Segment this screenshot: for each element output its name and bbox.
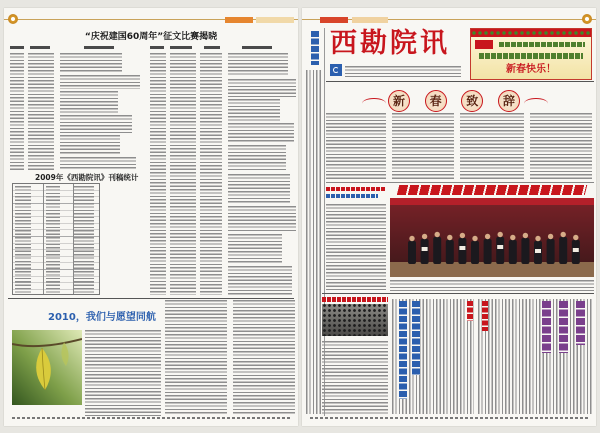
new-year-greeting-card [470,28,592,80]
text-lines [390,280,594,291]
text-lines [200,53,222,295]
text-lines [85,330,161,416]
table-header-text [10,46,24,49]
top-rule [4,19,298,20]
stage-banner [390,198,594,205]
vertical-red-headline [467,301,473,321]
text-lines [46,186,60,293]
footer-text [310,417,588,419]
text-lines [150,53,166,295]
card-decoration-strip [471,29,591,37]
vertical-text-lines [478,299,592,414]
vertical-red-headline [482,301,488,331]
leaf-photo [12,330,82,405]
masthead-rule [326,81,594,82]
text-lines [228,174,290,204]
greeting-title [388,90,520,112]
stage-floor [390,262,594,277]
text-lines [228,123,294,143]
text-lines [165,300,227,414]
corner-ornament-icon [582,14,592,24]
vertical-blue-headline [412,301,420,375]
vertical-blue-headline [311,31,319,65]
text-lines [460,113,524,180]
page-left [4,8,298,426]
card-red-seal [475,40,493,49]
text-lines [326,204,386,290]
table-header-text [30,46,50,49]
green-text [479,53,583,59]
text-lines [228,99,280,121]
masthead: 西勘院讯 [330,28,450,59]
blue-headline-text [326,194,378,198]
text-lines [228,206,296,232]
text-lines [60,135,120,155]
text-lines [530,113,592,180]
greeting-title-char: 新 [388,90,410,112]
text-lines [233,300,295,414]
corner-ornament-icon [8,14,18,24]
text-lines [15,186,31,293]
text-lines [326,113,386,180]
page-right [302,8,596,426]
text-lines [322,341,388,414]
green-text [499,42,585,47]
text-lines [60,157,136,170]
section-tag [320,17,348,23]
section-divider [8,298,294,299]
text-lines [74,186,94,293]
section-tag [352,17,388,23]
stats-table-title: 2009年《西勘院讯》刊稿统计 [35,173,139,182]
section-tag [225,17,253,23]
red-headline-text [322,297,388,302]
feature-headline: 2010，我们与愿望同航 [48,312,156,323]
text-lines [228,234,282,264]
table-header-text [204,46,220,49]
table-header-text [84,46,114,49]
text-lines [60,53,122,73]
section-divider [322,293,594,294]
text-lines [345,66,461,77]
page-title: “庆祝建国60周年”征文比赛揭晓 [84,32,218,42]
greeting-title-char: 致 [461,90,483,112]
greeting-title-char: 春 [425,90,447,112]
company-logo-icon [330,64,342,76]
table-header-text [170,46,192,49]
text-lines [392,113,454,180]
vertical-blue-headline [399,301,407,399]
text-lines [228,79,296,97]
section-tag [256,17,294,23]
vertical-purple-headline [542,301,551,353]
event-photo [390,198,594,277]
text-lines [228,266,292,295]
text-lines [28,53,54,170]
ornament-swirl-left [362,98,386,109]
greeting-card-text: 新春快乐！ [506,64,556,75]
text-lines [228,53,288,77]
vertical-text-lines [306,70,322,414]
section-divider [326,182,594,183]
vertical-purple-headline [559,301,568,353]
text-lines [228,145,286,170]
meeting-photo [322,304,388,336]
ornament-swirl-right [524,98,548,109]
vertical-purple-headline [576,301,585,345]
text-lines [60,75,140,89]
text-lines [60,91,118,113]
greeting-title-char: 辞 [498,90,520,112]
table-header-text [242,46,272,49]
red-headline-text [326,187,386,191]
footer-text [12,417,290,419]
photo-headline-text [397,185,587,195]
text-lines [170,53,196,295]
text-lines [10,53,24,170]
table-header-text [150,46,164,49]
text-lines [60,115,132,133]
